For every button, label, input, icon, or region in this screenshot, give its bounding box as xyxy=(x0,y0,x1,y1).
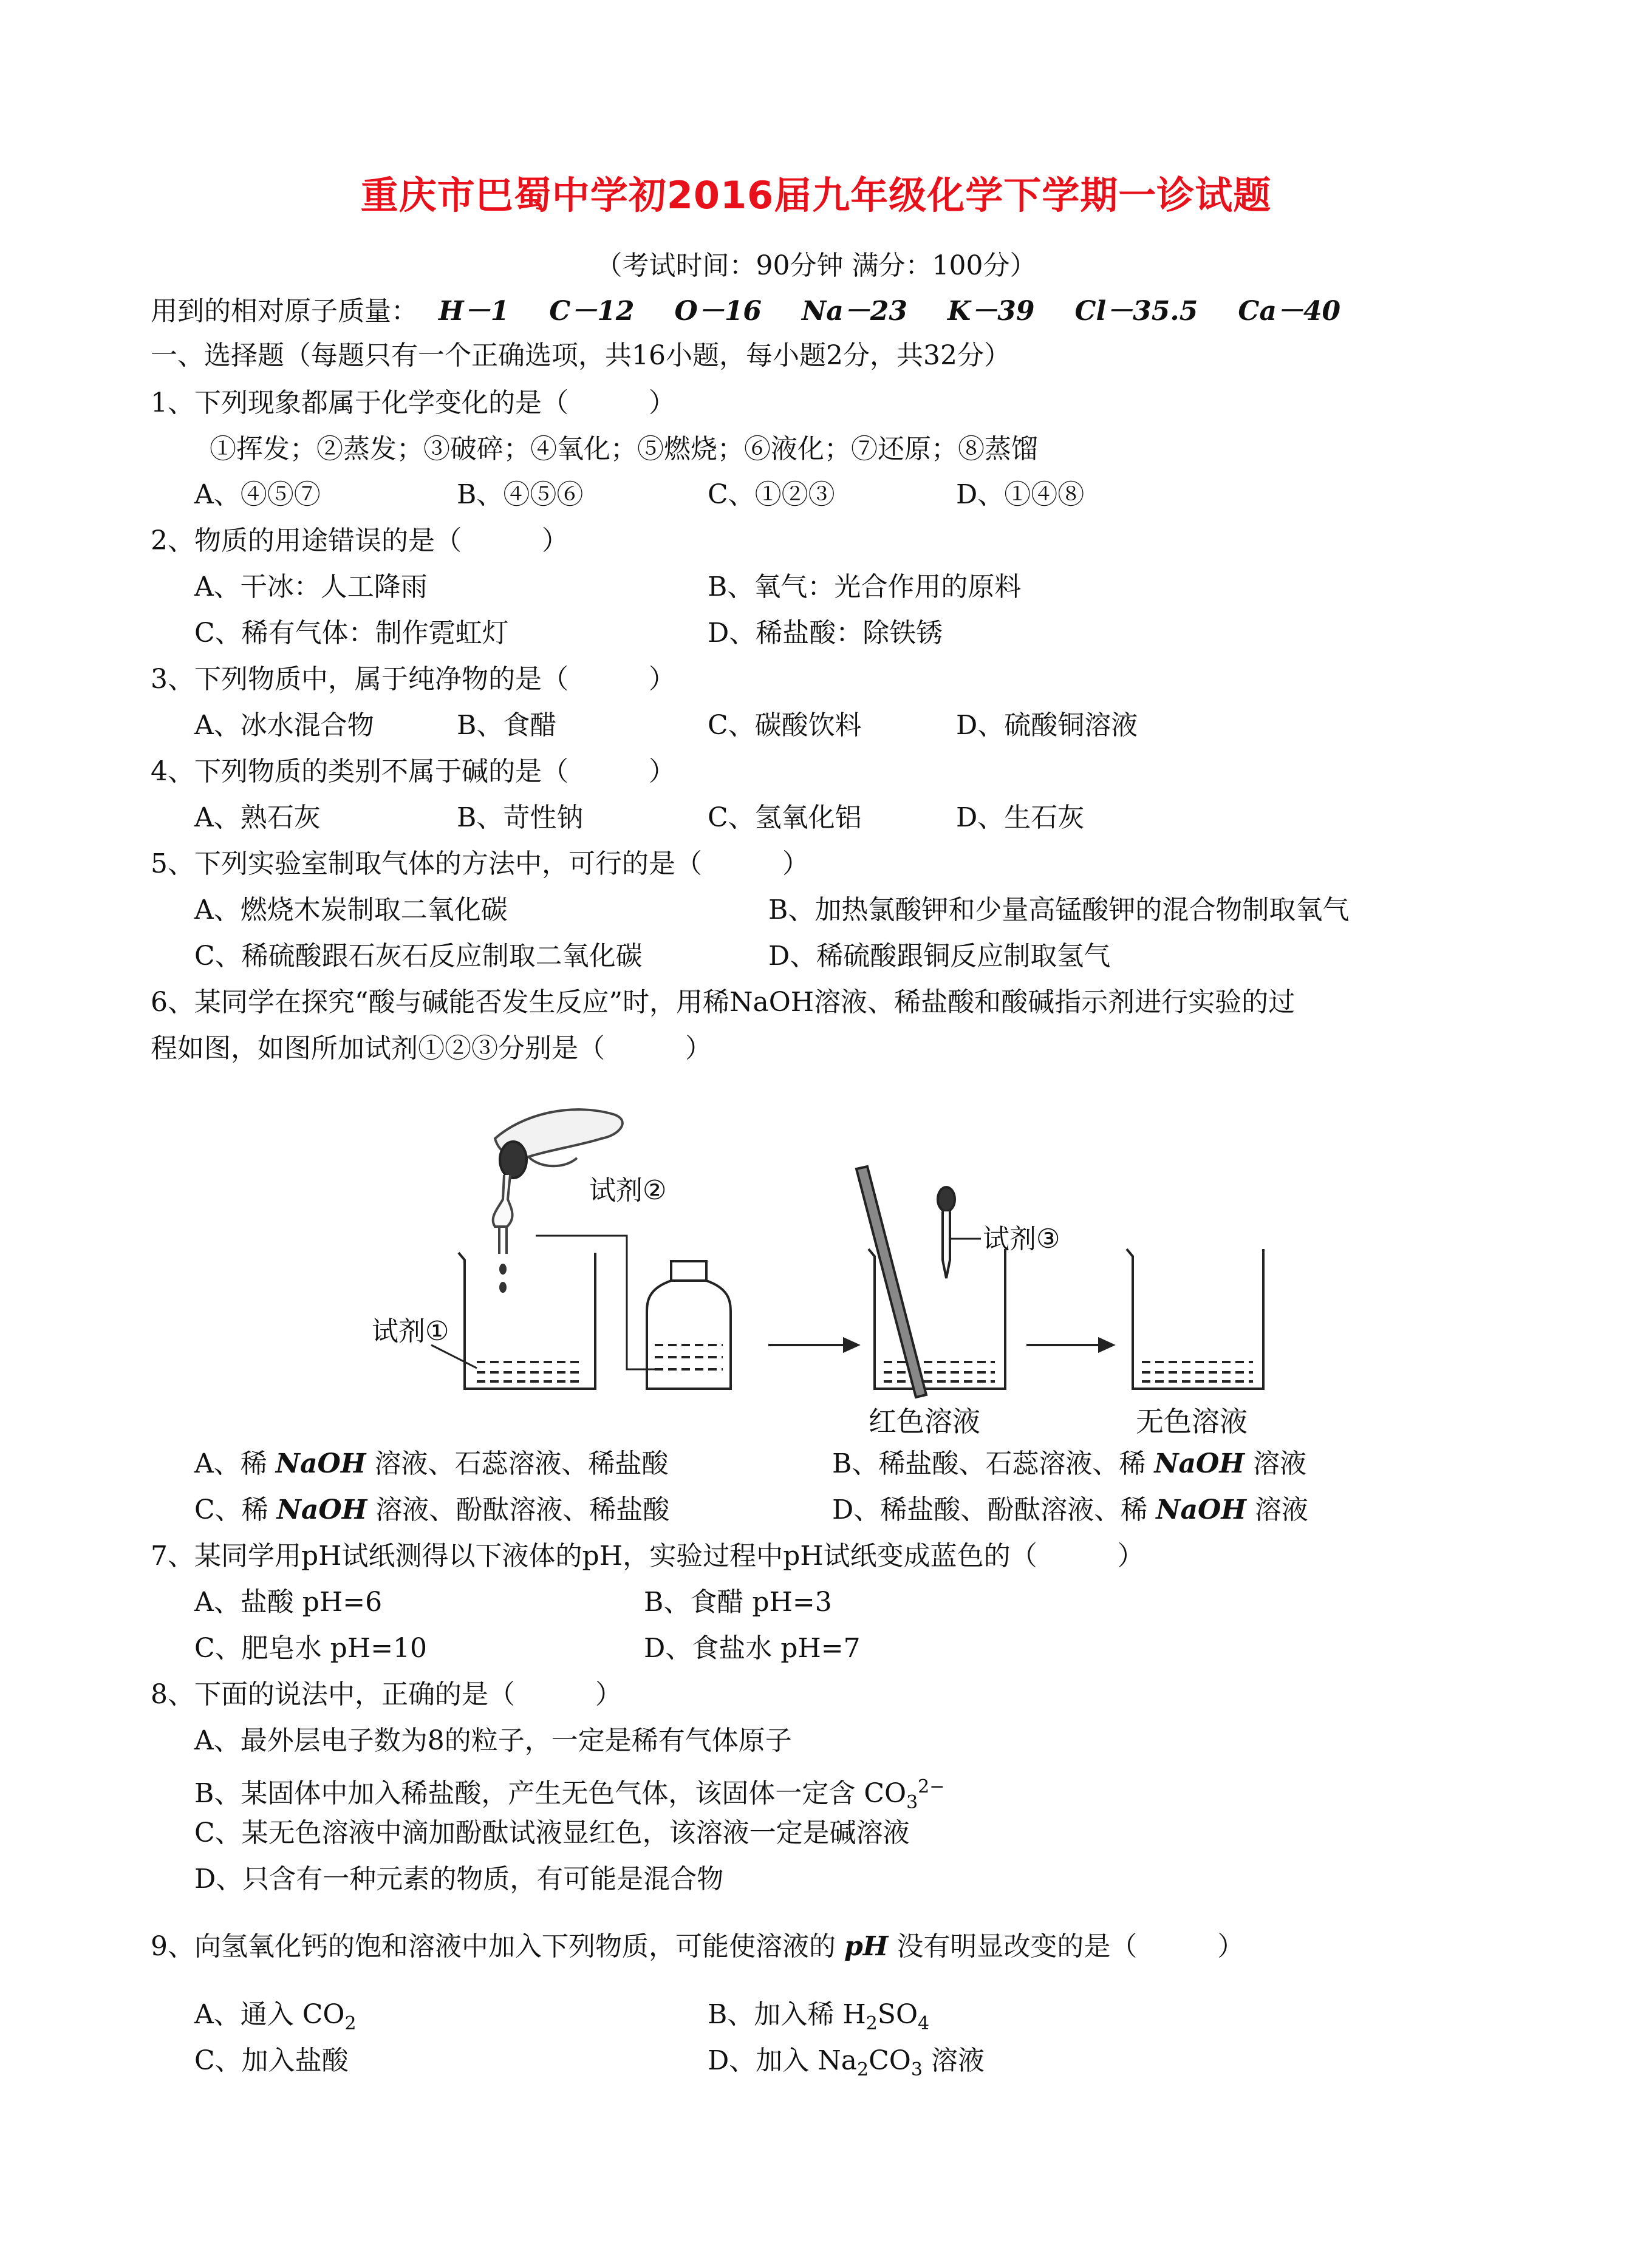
q3-option-d: D、硫酸铜溶液 xyxy=(956,710,1138,741)
q7-option-b: B、食醋 pH=3 xyxy=(644,1587,832,1618)
q2-option-a: A、干冰：人工降雨 xyxy=(194,571,428,602)
ph-symbol: pH xyxy=(844,1931,889,1962)
q1-option-d: D、①④⑧ xyxy=(956,479,1085,510)
q8-option-c: C、某无色溶液中滴加酚酞试液显红色，该溶液一定是碱溶液 xyxy=(194,1817,910,1848)
exam-info: （考试时间：90分钟 满分：100分） xyxy=(595,250,1037,281)
q8-option-b: B、某固体中加入稀盐酸，产生无色气体，该固体一定含 $CO_3^{2-}$ xyxy=(194,1776,945,1813)
q6-option-c: C、稀 NaOH 溶液、酚酞溶液、稀盐酸 xyxy=(194,1494,670,1525)
q2-option-b: B、氧气：光合作用的原料 xyxy=(708,571,1022,602)
atomic-mass-cl: Cl－35.5 xyxy=(1074,296,1198,327)
q1-option-c: C、①②③ xyxy=(708,479,835,510)
q9-option-d: D、加入 $Na_2CO_3$ 溶液 xyxy=(708,2045,985,2080)
q1-option-b: B、④⑤⑥ xyxy=(457,479,584,510)
formula-naoh: NaOH xyxy=(1154,1448,1244,1479)
label-reagent-2: 试剂② xyxy=(589,1175,667,1206)
atomic-mass-c: C－12 xyxy=(549,296,635,327)
q5-option-b: B、加热氯酸钾和少量高锰酸钾的混合物制取氧气 xyxy=(768,894,1350,925)
reagent-bottle xyxy=(647,1261,731,1389)
q2-stem: 2、物质的用途错误的是（ ） xyxy=(151,525,568,556)
q6-experiment-figure xyxy=(340,1078,1336,1454)
q5-option-c: C、稀硫酸跟石灰石反应制取二氧化碳 xyxy=(194,941,643,972)
q7-option-a: A、盐酸 pH=6 xyxy=(194,1587,383,1618)
atomic-mass-h: H－1 xyxy=(439,296,510,327)
q4-option-c: C、氢氧化铝 xyxy=(708,802,862,833)
q3-option-b: B、食醋 xyxy=(457,710,557,741)
q2-option-d: D、稀盐酸：除铁锈 xyxy=(708,618,943,649)
q1-stem: 1、下列现象都属于化学变化的是（ ） xyxy=(151,387,675,418)
label-red-solution: 红色溶液 xyxy=(869,1405,980,1438)
arrow-1 xyxy=(768,1339,858,1351)
q4-option-a: A、熟石灰 xyxy=(194,802,321,833)
q8-option-a: A、最外层电子数为8的粒子，一定是稀有气体原子 xyxy=(194,1725,792,1756)
q7-option-c: C、肥皂水 pH=10 xyxy=(194,1633,428,1664)
q8-stem: 8、下面的说法中，正确的是（ ） xyxy=(151,1679,622,1710)
beaker-1 xyxy=(459,1253,595,1389)
formula-naoh: NaOH xyxy=(276,1494,367,1525)
q4-option-d: D、生石灰 xyxy=(956,802,1085,833)
q3-stem: 3、下列物质中，属于纯净物的是（ ） xyxy=(151,664,675,695)
q6-option-b: B、稀盐酸、石蕊溶液、稀 NaOH 溶液 xyxy=(832,1448,1306,1479)
q8-option-d: D、只含有一种元素的物质，有可能是混合物 xyxy=(194,1864,724,1895)
atomic-masses xyxy=(151,295,1372,329)
label-reagent-1: 试剂① xyxy=(372,1316,449,1347)
q7-stem: 7、某同学用pH试纸测得以下液体的pH，实验过程中pH试纸变成蓝色的（ ） xyxy=(151,1541,1144,1572)
q9-option-a: A、通入 $CO_2$ xyxy=(194,1999,357,2034)
q6-stem-line1: 6、某同学在探究“酸与碱能否发生反应”时，用稀NaOH溶液、稀盐酸和酸碱指示剂进行实验的过 xyxy=(151,987,1296,1018)
beaker-3 xyxy=(1127,1249,1263,1389)
q5-stem: 5、下列实验室制取气体的方法中，可行的是（ ） xyxy=(151,848,809,879)
q7-option-d: D、食盐水 pH=7 xyxy=(644,1633,861,1664)
q1-list: ①挥发；②蒸发；③破碎；④氧化；⑤燃烧；⑥液化；⑦还原；⑧蒸馏 xyxy=(210,434,1038,465)
q9-option-b: B、加入稀 $H_2SO_4$ xyxy=(708,1999,930,2034)
atomic-mass-ca: Ca－40 xyxy=(1238,296,1341,327)
formula-naoh: NaOH xyxy=(1156,1494,1246,1525)
q6-option-a: A、稀 NaOH 溶液、石蕊溶液、稀盐酸 xyxy=(194,1448,669,1479)
atomic-mass-o: O－16 xyxy=(674,296,762,327)
q9-stem: 9、向氢氧化钙的饱和溶液中加入下列物质，可能使溶液的 pH 没有明显改变的是（ ） xyxy=(151,1931,1244,1962)
q3-option-c: C、碳酸饮料 xyxy=(708,710,862,741)
q9-option-c: C、加入盐酸 xyxy=(194,2045,349,2076)
q3-option-a: A、冰水混合物 xyxy=(194,710,374,741)
formula-naoh: NaOH xyxy=(275,1448,366,1479)
q5-option-a: A、燃烧木炭制取二氧化碳 xyxy=(194,894,508,925)
label-reagent-3: 试剂③ xyxy=(983,1224,1060,1255)
q6-stem-line2: 程如图，如图所加试剂①②③分别是（ ） xyxy=(151,1033,712,1064)
q2-option-c: C、稀有气体：制作霓虹灯 xyxy=(194,618,509,649)
q5-option-d: D、稀硫酸跟铜反应制取氢气 xyxy=(768,941,1111,972)
q6-option-d: D、稀盐酸、酚酞溶液、稀 NaOH 溶液 xyxy=(832,1494,1308,1525)
atomic-masses-label: 用到的相对原子质量： xyxy=(151,296,418,327)
page-title: 重庆市巴蜀中学初2016届九年级化学下学期一诊试题 xyxy=(360,173,1272,217)
arrow-2 xyxy=(1026,1339,1113,1351)
atomic-mass-k: K－39 xyxy=(947,296,1035,327)
q4-stem: 4、下列物质的类别不属于碱的是（ ） xyxy=(151,756,675,787)
beaker-2 xyxy=(856,1166,1005,1397)
section-heading: 一、选择题（每题只有一个正确选项，共16小题，每小题2分，共32分） xyxy=(151,340,1011,371)
label-colorless-solution: 无色溶液 xyxy=(1136,1405,1248,1438)
atomic-mass-na: Na－23 xyxy=(802,296,907,327)
q1-option-a: A、④⑤⑦ xyxy=(194,479,321,510)
q4-option-b: B、苛性钠 xyxy=(457,802,584,833)
